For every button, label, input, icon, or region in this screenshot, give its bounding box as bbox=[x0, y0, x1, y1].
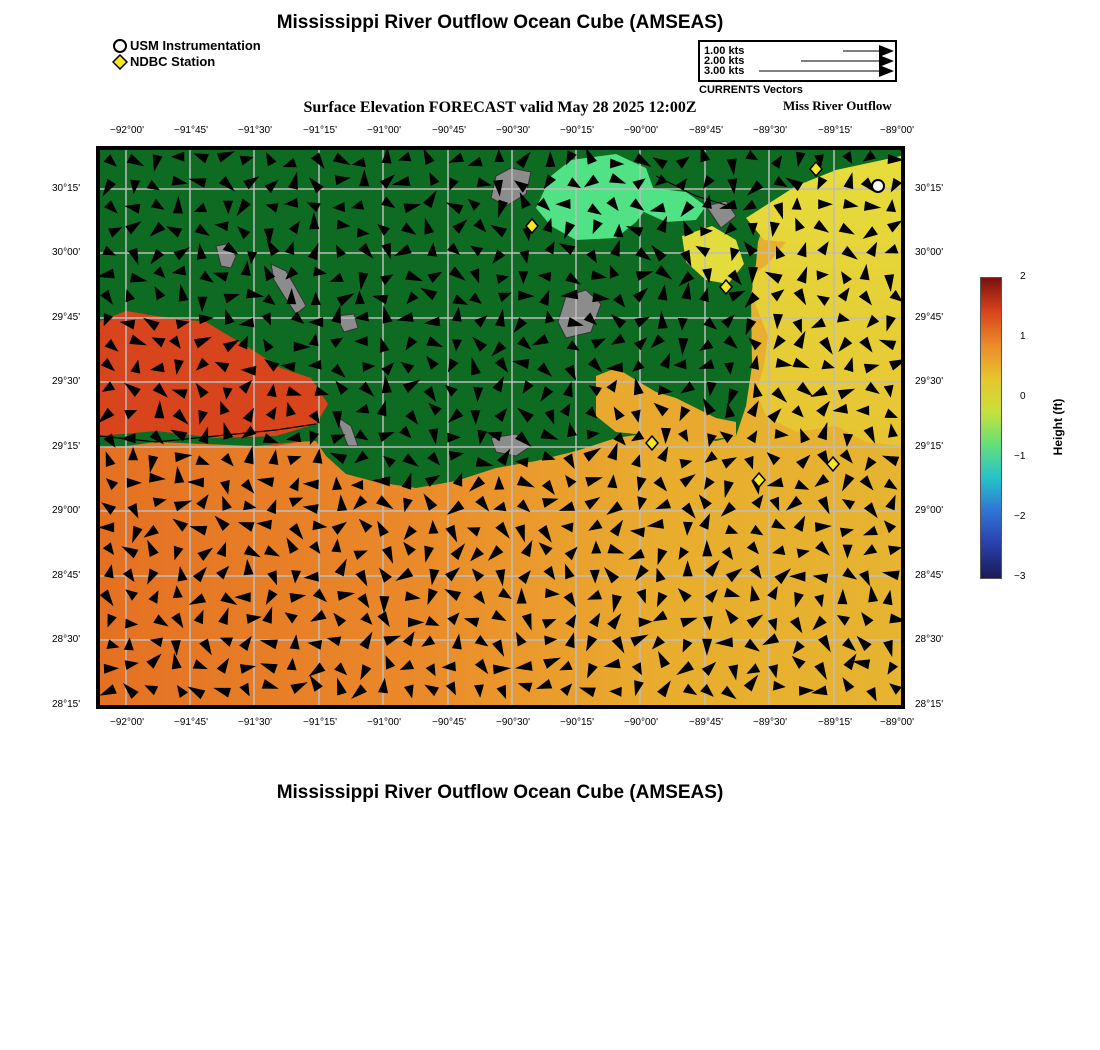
lat-tick-left: 28°15' bbox=[52, 699, 81, 710]
lat-tick-right: 30°15' bbox=[915, 183, 944, 194]
ndbc-diamond-icon bbox=[112, 54, 128, 70]
lat-tick-right: 28°30' bbox=[915, 634, 944, 645]
main-title: Mississippi River Outflow Ocean Cube (AMSEAS) bbox=[276, 12, 724, 33]
lat-tick-right: 28°15' bbox=[915, 699, 944, 710]
lon-tick-top: −89°30' bbox=[753, 125, 787, 136]
lon-tick-top: −90°00' bbox=[624, 125, 658, 136]
region-label: Miss River Outflow bbox=[783, 98, 892, 113]
colorbar-unit-label: Height (ft) bbox=[1051, 398, 1065, 456]
lon-tick-top: −91°15' bbox=[303, 125, 337, 136]
lon-tick-top: −92°00' bbox=[110, 125, 144, 136]
colorbar-tick: −3 bbox=[1014, 571, 1026, 582]
lat-tick-right: 29°00' bbox=[915, 505, 944, 516]
footer-title: Mississippi River Outflow Ocean Cube (AMSEAS) bbox=[276, 782, 724, 803]
lat-tick-right: 29°15' bbox=[915, 441, 944, 452]
lat-tick-left: 30°00' bbox=[52, 247, 81, 258]
lon-tick-bottom: −91°15' bbox=[303, 717, 337, 728]
lat-tick-left: 28°45' bbox=[52, 570, 81, 581]
vector-key-entry: 3.00 kts bbox=[704, 65, 745, 77]
lon-tick-top: −90°30' bbox=[496, 125, 530, 136]
lat-tick-left: 29°15' bbox=[52, 441, 81, 452]
lon-tick-top: −91°45' bbox=[174, 125, 208, 136]
lat-tick-left: 29°00' bbox=[52, 505, 81, 516]
vector-key-box bbox=[698, 40, 897, 82]
vector-key-entry: 2.00 kts bbox=[704, 55, 745, 67]
lat-tick-left: 28°30' bbox=[52, 634, 81, 645]
lon-tick-bottom: −89°15' bbox=[818, 717, 852, 728]
lat-tick-right: 29°45' bbox=[915, 312, 944, 323]
vector-key-title: CURRENTS Vectors bbox=[699, 84, 803, 96]
colorbar-tick: 2 bbox=[1020, 271, 1026, 282]
lon-tick-bottom: −91°00' bbox=[367, 717, 401, 728]
colorbar-tick: −1 bbox=[1014, 451, 1026, 462]
forecast-subtitle: Surface Elevation FORECAST valid May 28 2025 12:00Z bbox=[303, 99, 697, 116]
lon-tick-top: −91°00' bbox=[367, 125, 401, 136]
colorbar-tick: −2 bbox=[1014, 511, 1026, 522]
lon-tick-bottom: −90°45' bbox=[432, 717, 466, 728]
lon-tick-bottom: −92°00' bbox=[110, 717, 144, 728]
legend-usm-label: USM Instrumentation bbox=[130, 38, 261, 53]
lon-tick-bottom: −90°15' bbox=[560, 717, 594, 728]
lon-tick-bottom: −89°00' bbox=[880, 717, 914, 728]
lon-tick-top: −90°45' bbox=[432, 125, 466, 136]
colorbar bbox=[980, 277, 1002, 579]
usm-circle-icon bbox=[112, 38, 128, 54]
lon-tick-top: −91°30' bbox=[238, 125, 272, 136]
lon-tick-bottom: −91°30' bbox=[238, 717, 272, 728]
lon-tick-bottom: −90°00' bbox=[624, 717, 658, 728]
colorbar-tick: 1 bbox=[1020, 331, 1026, 342]
lon-tick-top: −89°00' bbox=[880, 125, 914, 136]
usm-instrument-marker[interactable] bbox=[872, 180, 884, 192]
lat-tick-left: 30°15' bbox=[52, 183, 81, 194]
forecast-map[interactable] bbox=[96, 146, 905, 709]
colorbar-gradient bbox=[981, 278, 1001, 578]
lat-tick-right: 29°30' bbox=[915, 376, 944, 387]
vector-key-arrows bbox=[700, 42, 895, 80]
lon-tick-bottom: −89°30' bbox=[753, 717, 787, 728]
lon-tick-top: −89°45' bbox=[689, 125, 723, 136]
lon-tick-top: −89°15' bbox=[818, 125, 852, 136]
vector-key-entry: 1.00 kts bbox=[704, 45, 745, 57]
lon-tick-bottom: −89°45' bbox=[689, 717, 723, 728]
lon-tick-bottom: −90°30' bbox=[496, 717, 530, 728]
legend-ndbc-label: NDBC Station bbox=[130, 54, 216, 69]
lat-tick-right: 28°45' bbox=[915, 570, 944, 581]
lat-tick-right: 30°00' bbox=[915, 247, 944, 258]
lon-tick-top: −90°15' bbox=[560, 125, 594, 136]
colorbar-tick: 0 bbox=[1020, 391, 1026, 402]
lat-tick-left: 29°30' bbox=[52, 376, 81, 387]
lon-tick-bottom: −91°45' bbox=[174, 717, 208, 728]
lat-tick-left: 29°45' bbox=[52, 312, 81, 323]
